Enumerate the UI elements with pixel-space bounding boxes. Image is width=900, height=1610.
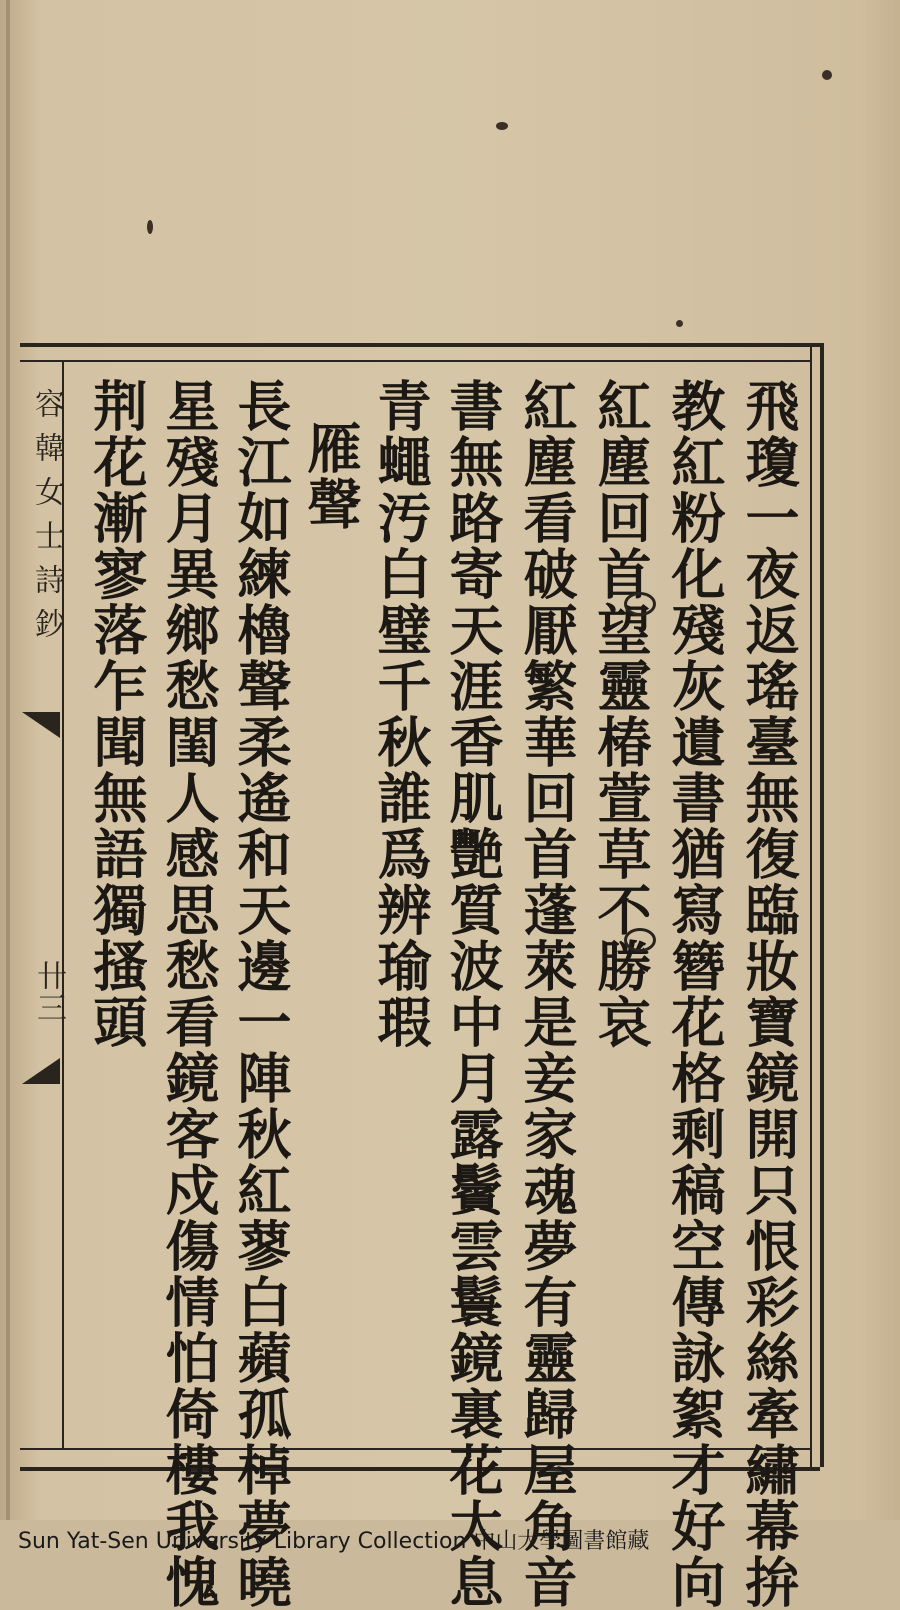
library-attribution: Sun Yat-Sen University Library Collection 中山大學圖書館藏: [18, 1529, 650, 1554]
text-column-5: 書無路寄天涯香肌艷質波中月露鬢雲鬟鏡裏花太息: [441, 378, 505, 1610]
page-spine-edge: [6, 0, 10, 1520]
frame-inner-top-rule: [20, 360, 810, 362]
text-column-6: 青蠅汚白璧千秋誰爲辨瑜瑕: [369, 378, 433, 1050]
text-column-8: 長江如練櫓聲柔遙和天邊一陣秋紅蓼白蘋孤棹夢曉: [229, 378, 293, 1610]
ink-spot: [147, 220, 153, 234]
text-column-3: 紅塵回首望靈椿萱草不勝哀: [589, 378, 653, 1050]
text-column-9: 星殘月異鄉愁閨人感思愁看鏡客戍傷情怕倚樓我愧: [157, 378, 221, 1610]
margin-page-number: 卄三: [31, 960, 66, 1024]
text-frame-right-border: [810, 343, 824, 1467]
margin-book-title: 容韓女士詩鈔: [29, 388, 64, 652]
poem-title-column: 雁聲: [299, 420, 363, 532]
punctuation-circle-mark: [624, 928, 656, 952]
ink-spot: [496, 122, 508, 130]
text-column-10: 荆花漸寥落乍聞無語獨搔頭: [85, 378, 149, 1050]
fishtail-mark-bottom: [22, 1058, 60, 1084]
punctuation-circle-mark: [624, 592, 656, 616]
text-column-1: 飛瓊一夜返瑤臺無復臨妝寶鏡開只恨彩絲牽繡幕拚: [737, 378, 801, 1610]
fishtail-mark-top: [22, 712, 60, 738]
ink-spot: [676, 320, 683, 327]
text-column-2: 教紅粉化殘灰遺書猶寫簪花格剩稿空傳詠絮才好向: [663, 378, 727, 1610]
text-column-4: 紅塵看破厭繁華回首蓬萊是妾家魂夢有靈歸屋角音: [515, 378, 579, 1610]
ink-spot: [822, 70, 832, 80]
